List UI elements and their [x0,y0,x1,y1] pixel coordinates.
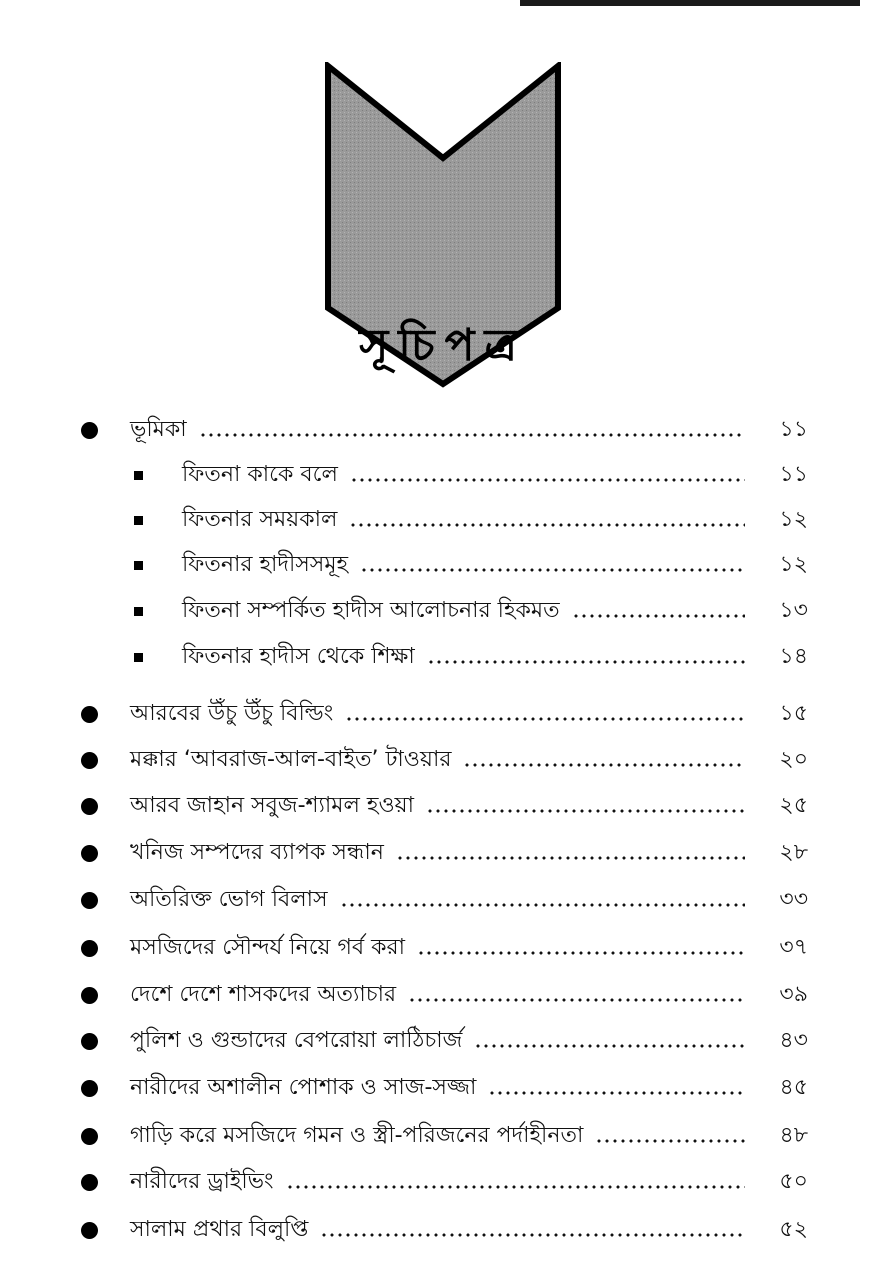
toc-entry-line [130,833,745,873]
round-bullet-icon [81,422,98,439]
toc-entry-page-number: ২০ [779,746,808,772]
toc-entry-page-number: ১৫ [779,700,808,726]
toc-entry-page-number: ৩৩ [779,886,808,912]
toc-entry-label: গাড়ি করে মসজিদে গমন ও স্ত্রী-পরিজনের পর্দাহীনতা [130,1122,584,1148]
toc-entry[interactable] [0,637,870,677]
toc-entry-page-number: ১৪ [779,643,808,669]
toc-entry[interactable] [0,545,870,585]
round-bullet-icon [81,752,98,769]
dot-leader [350,478,745,482]
toc-entry[interactable] [0,591,870,631]
square-bullet-icon [134,607,143,616]
toc-entry-label: পুলিশ ও গুন্ডাদের বেপরোয়া লাঠিচার্জ [130,1027,463,1053]
toc-entry-line [130,694,745,734]
toc-entry[interactable] [0,1116,870,1156]
square-bullet-icon [134,471,143,480]
toc-entry-line [130,1021,745,1061]
toc-entry-page-number: ৪৩ [779,1027,808,1053]
toc-entry-label: ফিতনা সম্পর্কিত হাদীস আলোচনার হিকমত [182,597,560,623]
toc-entry[interactable] [0,410,870,450]
round-bullet-icon [81,892,98,909]
toc-entry-label: খনিজ সম্পদের ব্যাপক সন্ধান [130,839,384,865]
toc-entry-label: মসজিদের সৌন্দর্য নিয়ে গর্ব করা [130,934,406,960]
dot-leader [426,809,745,813]
round-bullet-icon [81,1222,98,1239]
toc-entry-line [182,545,745,585]
toc-entry-page-number: ৪৮ [779,1122,808,1148]
toc-entry-line [130,786,745,826]
dot-leader [340,903,745,907]
round-bullet-icon [81,845,98,862]
toc-entry-label: ফিতনার হাদীসসমূহ [182,551,349,577]
dot-leader [286,1185,745,1189]
toc-entry-page-number: ৫০ [779,1168,808,1194]
dot-leader [595,1139,745,1143]
toc-entry[interactable] [0,975,870,1015]
toc-entry-label: আরব জাহান সবুজ-শ্যামল হওয়া [130,792,414,818]
toc-entry-label: নারীদের ড্রাইভিং [130,1168,274,1194]
dot-leader [427,660,745,664]
toc-entry[interactable] [0,1210,870,1250]
dot-leader [320,1233,745,1237]
toc-entry-label: দেশে দেশে শাসকদের অত্যাচার [130,981,397,1007]
toc-entry-page-number: ১২ [779,551,808,577]
toc-entry-line [130,740,745,780]
toc-entry-page-number: ১২ [779,506,808,532]
dot-leader [463,763,745,767]
dot-leader [360,568,745,572]
dot-leader [396,856,745,860]
page-title: সূচিপত্র [359,320,527,371]
round-bullet-icon [81,1174,98,1191]
toc-entry-page-number: ৩৭ [779,934,808,960]
toc-entry-page-number: ১১ [779,416,808,442]
toc-entry-label: ফিতনার সময়কাল [182,506,338,532]
toc-entry-label: আরবের উঁচু উঁচু বিল্ডিং [130,700,334,726]
toc-entry-line [130,928,745,968]
toc-entry[interactable] [0,786,870,826]
toc-entry-label: ভূমিকা [130,416,187,442]
round-bullet-icon [81,940,98,957]
toc-entry[interactable] [0,500,870,540]
toc-entry-page-number: ৪৫ [779,1074,808,1100]
dot-leader [408,998,745,1002]
toc-entry-line [182,500,745,540]
dot-leader [572,614,745,618]
round-bullet-icon [81,987,98,1004]
round-bullet-icon [81,1128,98,1145]
toc-entry-label: অতিরিক্ত ভোগ বিলাস [130,886,328,912]
dot-leader [349,523,745,527]
toc-entry[interactable] [0,455,870,495]
square-bullet-icon [134,653,143,662]
toc-entry-line [130,410,745,450]
toc-entry[interactable] [0,1021,870,1061]
dot-leader [345,717,745,721]
toc-entry[interactable] [0,694,870,734]
toc-entry-label: ফিতনা কাকে বলে [182,461,338,487]
toc-entry-line [130,1162,745,1202]
toc-entry-label: নারীদের অশালীন পোশাক ও সাজ-সজ্জা [130,1074,477,1100]
toc-entry-line [182,591,745,631]
toc-entry-line [130,1210,745,1250]
toc-entry-line [130,1068,745,1108]
toc-entry-line [182,637,745,677]
square-bullet-icon [134,516,143,525]
toc-entry-page-number: ১৩ [779,597,808,623]
toc-entry-page-number: ৩৯ [779,981,808,1007]
round-bullet-icon [81,1033,98,1050]
toc-entry-page-number: ১১ [779,461,808,487]
toc-entry-line [130,975,745,1015]
toc-entry[interactable] [0,833,870,873]
toc-entry[interactable] [0,880,870,920]
toc-entry[interactable] [0,740,870,780]
dot-leader [488,1091,745,1095]
toc-entry[interactable] [0,1068,870,1108]
round-bullet-icon [81,798,98,815]
toc-entry-line [130,1116,745,1156]
dot-leader [417,951,745,955]
round-bullet-icon [81,706,98,723]
toc-entry-page-number: ৫২ [779,1216,808,1242]
toc-entry-label: মক্কার ‘আবরাজ-আল-বাইত’ টাওয়ার [130,746,452,772]
toc-entry-label: সালাম প্রথার বিলুপ্তি [130,1216,309,1242]
dot-leader [474,1044,745,1048]
toc-entry[interactable] [0,1162,870,1202]
toc-entry-line [182,455,745,495]
round-bullet-icon [81,1080,98,1097]
square-bullet-icon [134,561,143,570]
toc-entry-line [130,880,745,920]
dot-leader [199,433,745,437]
toc-entry[interactable] [0,928,870,968]
toc-entry-page-number: ২৫ [779,792,808,818]
toc-entry-page-number: ২৮ [779,839,808,865]
toc-entry-label: ফিতনার হাদীস থেকে শিক্ষা [182,643,415,669]
